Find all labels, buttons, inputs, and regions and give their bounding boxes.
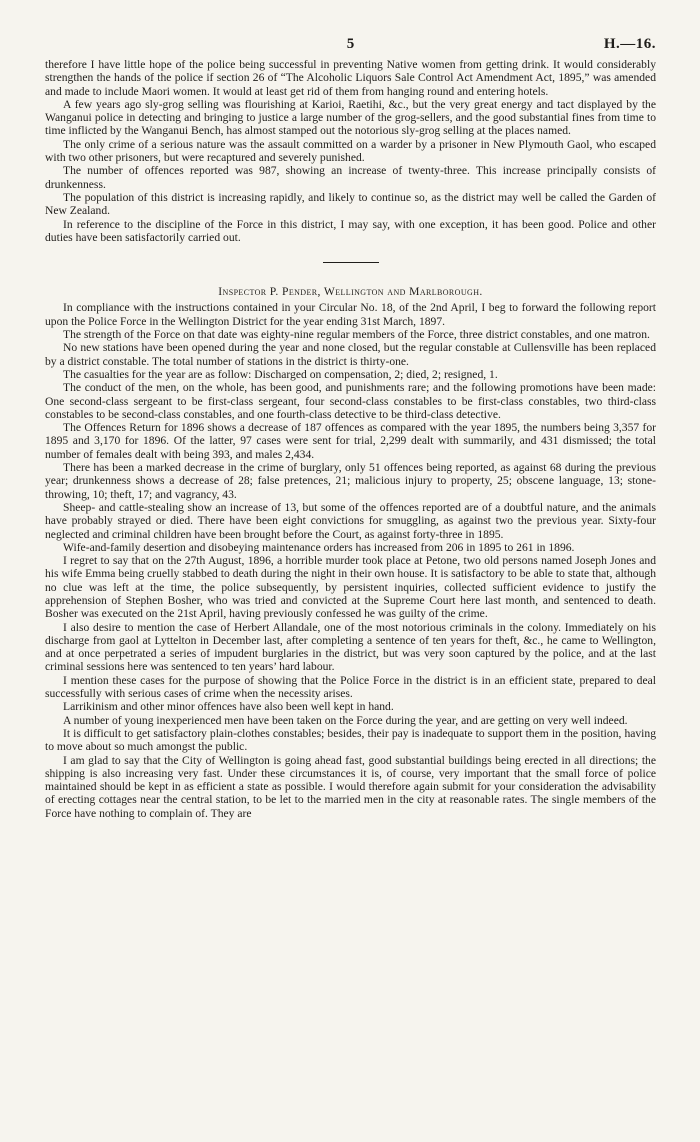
paragraph: The population of this district is increasing rapidly, and likely to continue so, as the district may well be called the Garden of New Zealand. — [45, 190, 656, 218]
paragraph: In reference to the discipline of the Force in this district, I may say, with one exception, it has been good. Police and other duties have been satisfactorily carried out. — [45, 217, 656, 244]
paragraph: It is difficult to get satisfactory plain-clothes constables; besides, their pay is inadequate to support them in the position, having to move about so much amongst the public. — [45, 726, 656, 754]
paragraph: In compliance with the instructions contained in your Circular No. 18, of the 2nd April, I beg to forward the following report upon the Police Force in the Wellington District for the year ending 31st March, 1897. — [45, 301, 656, 328]
paragraph: I mention these cases for the purpose of showing that the Police Force in the district is in an efficient state, prepared to deal successfully with serious cases of crime when the necessity arises. — [45, 673, 656, 701]
paragraph: I regret to say that on the 27th August, 1896, a horrible murder took place at Petone, two old persons named Joseph Jones and his wife Emma being cruelly stabbed to death during the night in their own house. It is satisfactory to be able to state that, although no clue was left at the time, the police subsequently, by persistent inquiries, collected sufficient evidence to justify the apprehension of Stephen Bosher, who was tried and convicted at the Supreme Court here last month, and sentenced to death. Bosher was executed on the 21st April, having previously confessed he was guilty of the crime. — [45, 554, 656, 621]
paragraph: The strength of the Force on that date was eighty-nine regular members of the Force, three district constables, and one matron. — [63, 328, 650, 342]
paragraph: The casualties for the year are as follow: Discharged on compensation, 2; died, 2; resigned, 1. — [63, 367, 498, 381]
document-reference: H.—16. — [603, 36, 656, 52]
paragraph: Larrikinism and other minor offences have also been well kept in hand. — [63, 700, 394, 714]
paragraph: A number of young inexperienced men have been taken on the Force during the year, and are getting on very well indeed. — [63, 713, 628, 727]
paragraph: Sheep- and cattle-stealing show an increase of 13, but some of the offences reported are of a doubtful nature, and the animals have probably strayed or died. There have been eight convictions for smuggling, as against two the previous year. Sixty-four neglected and criminal children have been brought before the Court, as against forty-three in 1895. — [45, 500, 656, 541]
paragraph: I am glad to say that the City of Wellington is going ahead fast, good substantial buildings being erected in all directions; the shipping is also increasing very fast. Under these circumstances it is, of course, very important that the small force of police maintained should be kept in as efficient a state as possible. I would therefore again submit for your consideration the advisability of erecting cottages near the central station, to be let to the married men in the city at reasonable rates. The single members of the Force have nothing to complain of. They are — [45, 753, 656, 820]
page-number: 5 — [346, 36, 355, 52]
paragraph: Wife-and-family desertion and disobeying maintenance orders has increased from 206 in 1895 to 261 in 1896. — [63, 540, 575, 554]
section-divider — [323, 262, 379, 263]
paragraph: therefore I have little hope of the police being successful in preventing Native women from getting drink. It would considerably strengthen the hands of the police if section 26 of “The Alcoholic Liquors Sale Control Act Amendment Act, 1895,” was amended and made to include Maori women. It would at least get rid of them from hanging round and entering hotels. — [45, 58, 656, 98]
report-body — [45, 58, 656, 820]
paragraph: The Offences Return for 1896 shows a decrease of 187 offences as compared with the year 1895, the numbers being 3,357 for 1895 and 3,170 for 1896. Of the latter, 97 cases were sent for trial, 2,299 dealt with summarily, and 431 dismissed; the total number of females dealt with being 393, and males 2,434. — [45, 421, 656, 461]
paragraph: There has been a marked decrease in the crime of burglary, only 51 offences being reported, as against 68 during the previous year; drunkenness shows a decrease of 28; false pretences, 21; malicious injury to property, 25; obscene language, 13; stone-throwing, 10; theft, 17; and vagrancy, 43. — [45, 461, 656, 501]
paragraph: The conduct of the men, on the whole, has been good, and punishments rare; and the following promotions have been made: One second-class sergeant to be first-class sergeant, four second-class constables to be first-class constables, two third-class constables to be second-class constables, and one fourth-class detective to be third-class detective. — [45, 381, 656, 421]
section-heading: Inspector P. Pender, Wellington and Marlborough. — [218, 285, 483, 299]
paragraph: The only crime of a serious nature was the assault committed on a warder by a prisoner in New Plymouth Gaol, who escaped with two other prisoners, but were recaptured and severely punished. — [45, 137, 656, 165]
paragraph: The number of offences reported was 987, showing an increase of twenty-three. This increase principally consists of drunkenness. — [45, 164, 656, 191]
paragraph: I also desire to mention the case of Herbert Allandale, one of the most notorious criminals in the colony. Immediately on his discharge from gaol at Lyttelton in December last, after completing a sentence of ten years for theft, &c., he came to Wellington, and at once perpetrated a series of impudent burglaries in the district, but was very soon captured by the police, and at the last criminal sessions here was sentenced to ten years’ hard labour. — [45, 620, 656, 674]
paragraph: A few years ago sly-grog selling was flourishing at Karioi, Raetihi, &c., but the very great energy and tact displayed by the Wanganui police in detecting and bringing to justice a large number of the grog-sellers, and the good substantial fines from time to time inflicted by the Wanganui Bench, has almost stamped out the notorious sly-grog selling at the places named. — [45, 97, 656, 138]
page-header — [45, 36, 656, 58]
paragraph: No new stations have been opened during the year and none closed, but the regular constable at Cullensville has been replaced by a district constable. The total number of stations in the district is thirty-one. — [45, 341, 656, 368]
